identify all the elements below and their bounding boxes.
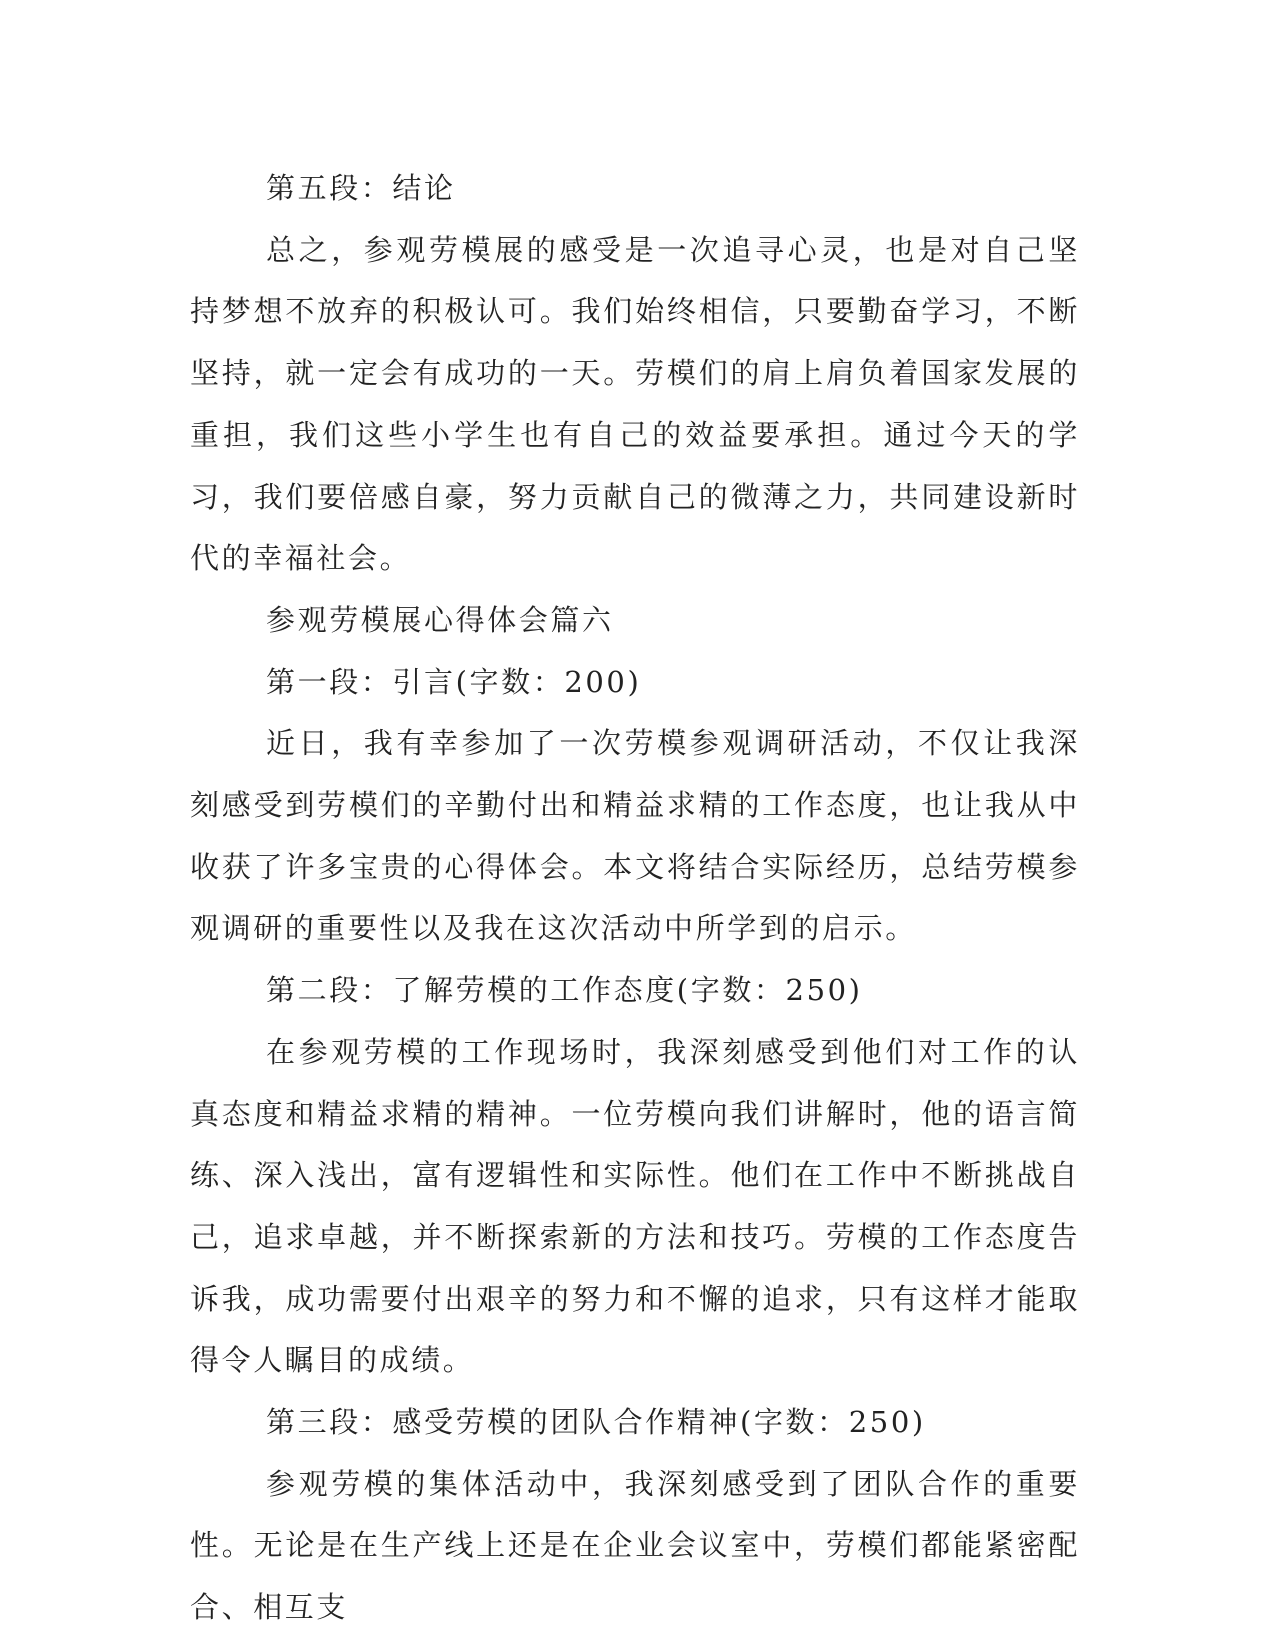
section-heading: 第五段：结论	[266, 171, 456, 205]
body-paragraph: 近日，我有幸参加了一次劳模参观调研活动，不仅让我深刻感受到劳模们的辛勤付出和精益求精的工作态度，也让我从中收获了许多宝贵的心得体会。本文将结合实际经历，总结劳模参观调研的重要性以及我在这次活动中所学到的启示。	[190, 726, 1080, 946]
section-heading: 第一段：引言(字数：200)	[266, 664, 642, 699]
body-paragraph: 参观劳模的集体活动中，我深刻感受到了团队合作的重要性。无论是在生产线上还是在企业会议室中，劳模们都能紧密配合、相互支	[190, 1466, 1080, 1625]
section-heading: 第二段：了解劳模的工作态度(字数：250)	[266, 973, 863, 1008]
document-body	[190, 158, 1080, 1639]
body-paragraph: 总之，参观劳模展的感受是一次追寻心灵，也是对自己坚持梦想不放弃的积极认可。我们始终相信，只要勤奋学习，不断坚持，就一定会有成功的一天。劳模们的肩上肩负着国家发展的重担，我们这些小学生也有自己的效益要承担。通过今天的学习，我们要倍感自豪，努力贡献自己的微薄之力，共同建设新时代的幸福社会。	[190, 232, 1080, 576]
body-paragraph: 在参观劳模的工作现场时，我深刻感受到他们对工作的认真态度和精益求精的精神。一位劳模向我们讲解时，他的语言简练、深入浅出，富有逻辑性和实际性。他们在工作中不断挑战自己，追求卓越，并不断探索新的方法和技巧。劳模的工作态度告诉我，成功需要付出艰辛的努力和不懈的追求，只有这样才能取得令人瞩目的成绩。	[190, 1034, 1080, 1378]
article-title: 参观劳模展心得体会篇六	[266, 602, 614, 637]
section-heading: 第三段：感受劳模的团队合作精神(字数：250)	[266, 1405, 926, 1440]
